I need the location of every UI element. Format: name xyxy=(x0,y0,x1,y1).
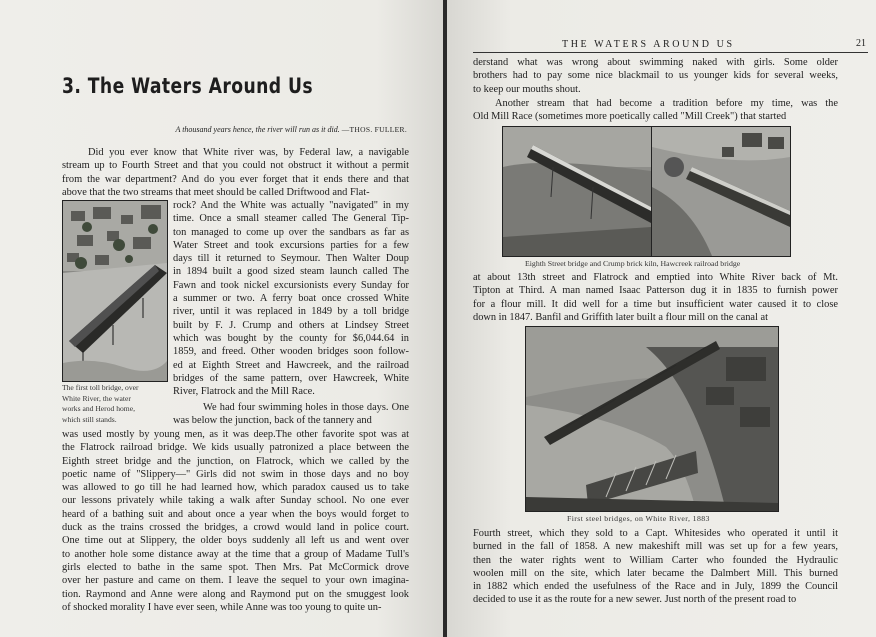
text-line: decided to use it as the route for a new sewer. Just north of the present road to xyxy=(473,594,797,606)
text-line: then the water rights went to William Carter who founded the Hydraulic xyxy=(473,554,838,566)
text-line: 1859, and freed. Other wooden bridges soon follow- xyxy=(173,346,409,358)
text-line: Old Mill Race (sometimes more poetically called "Mill Creek") that started xyxy=(473,111,787,123)
text-line: ton managed to come up over the sandbars as far as xyxy=(173,226,409,238)
text-line: bridges of the same pattern, over Hawcreek, White xyxy=(173,372,409,384)
text-line: woolen mill on the site, which later became the Dalmbert Mill. This burned xyxy=(473,567,838,579)
text-line: river, until it was replaced in 1849 by a toll bridge xyxy=(173,306,409,318)
hawcreek-railroad-bridge-illustration xyxy=(652,127,790,256)
text-line: over her pasture and came on them. I leave the sequel to your own imagina- xyxy=(62,575,409,587)
text-line: tion. Raymond and Anne were along and Raymond put on the smuggest look xyxy=(62,588,409,600)
text-line: which was bought by the county for $6,044.64 in xyxy=(173,332,409,344)
text-line: a summer or two. A ferry boat once crossed White xyxy=(173,293,409,305)
paragraph-1-wrap xyxy=(173,199,409,398)
text-line: our lessons privately while taking a walk after Sunday school. No one ever xyxy=(62,495,409,507)
text-line: from the war department? And do you ever forget that it ends there and that xyxy=(62,173,409,185)
epigraph-quote: A thousand years hence, the river will run as it did. xyxy=(175,125,340,134)
text-line: Fourth street, which they sold to a Capt. Whitesides who operated it until it xyxy=(473,528,838,539)
toll-bridge-photo xyxy=(62,200,168,382)
text-line: Another stream that had become a tradition before my time, was the xyxy=(495,98,838,109)
text-line: Fawn and took nickel excursionists every Sunday for xyxy=(173,279,409,291)
caption-line: which still stands. xyxy=(62,414,117,424)
header-rule xyxy=(473,52,868,53)
caption-line: works and Herod home, xyxy=(62,404,135,413)
caption-line: White River, the water xyxy=(62,393,131,403)
text-line: for a flour mill. It did well for a time but insufficient water caused it to close xyxy=(473,298,838,310)
text-line: was allowed to go till he had learned how, which paradox caused us to take xyxy=(62,482,409,494)
text-line: time. Once a small steamer called The General Tip- xyxy=(173,213,409,225)
text-line: down in 1847. Banfil and Griffith later built a flour mill on the canal at xyxy=(473,311,769,323)
steel-bridges-illustration xyxy=(526,327,778,511)
toll-bridge-caption xyxy=(62,383,168,425)
text-line: Did you ever know that White river was, by Federal law, a navigable xyxy=(88,147,409,158)
text-line: rock? And the White was actually "navigated" in my xyxy=(173,200,409,211)
text-line: burned in the fall of 1858. A new makeshift mill was set up for a few years, xyxy=(473,541,838,553)
running-head: THE WATERS AROUND US xyxy=(562,39,735,50)
chapter-title: 3. The Waters Around Us xyxy=(62,74,314,98)
text-line: Water Street and took excursions parties for a few xyxy=(173,239,409,251)
text-line: River, Flatrock and the Mill Race. xyxy=(173,386,315,398)
paragraph-whitesides xyxy=(473,527,838,607)
paragraph-continued xyxy=(473,56,838,96)
text-line: to another hole some distance away at the time that a group of Madame Tull's xyxy=(62,548,409,560)
paragraph-mill-race xyxy=(473,97,838,124)
text-line: at about 13th street and Flatrock and emptied into White River back of Mt. xyxy=(473,272,838,283)
epigraph xyxy=(175,125,407,134)
text-line: ed at Eighth Street and Hawcreek, and the railroad xyxy=(173,359,409,371)
figure-1-caption: Eighth Street bridge and Crump brick kiln, Hawcreek railroad bridge xyxy=(525,259,741,268)
paragraph-2-wrap xyxy=(173,401,409,428)
steel-bridges-photo xyxy=(525,326,779,512)
text-line: Eighth street bridge and the junction, on Flatrock, which we called by the xyxy=(62,455,409,467)
epigraph-author: —THOS. FULLER. xyxy=(341,125,407,134)
eighth-street-bridge-photo xyxy=(502,126,652,257)
paragraph-2 xyxy=(62,428,409,614)
page-number: 21 xyxy=(856,38,866,49)
hawcreek-railroad-bridge-photo xyxy=(651,126,791,257)
text-line: One time out at Slippery, the older boys suddenly all left us and went over xyxy=(62,535,409,547)
text-line: duck as the trains crossed the bridges, a crowd would land in police court. xyxy=(62,522,409,534)
text-line: was below the junction, back of the tannery and xyxy=(173,415,372,427)
paragraph-1 xyxy=(62,146,409,199)
text-line: in 1894 built a good sized steam launch called The xyxy=(173,266,409,278)
text-line: days till it returned to Seymour. Then Walter Doup xyxy=(173,253,409,265)
text-line: stream up to Fourth Street and that you could not obstruct it without a permit xyxy=(62,160,409,172)
text-line: was used mostly by young men, as it was deep.The other favorite spot was at xyxy=(62,429,409,440)
text-line: derstand what was wrong about swimming naked with girls. Some older xyxy=(473,57,838,68)
text-line: brothers had to pay some nice blackmail to us younger kids for several weeks, xyxy=(473,70,838,82)
caption-line: The first toll bridge, over xyxy=(62,383,139,392)
right-page xyxy=(447,0,876,637)
text-line: above that the two streams that meet should be called Driftwood and Flat- xyxy=(62,186,370,198)
toll-bridge-illustration xyxy=(63,201,167,381)
eighth-street-bridge-illustration xyxy=(503,127,651,256)
text-line: to keep our mouths shout. xyxy=(473,83,581,95)
paragraph-flour-mill xyxy=(473,271,838,324)
text-line: heard of a bathing suit and about once a year when the boys would forget to xyxy=(62,508,409,520)
text-line: built by F. J. Crump and others at Lindsey Street xyxy=(173,319,409,331)
text-line: Tipton at Third. A man named Isaac Patterson dug it in 1835 to furnish power xyxy=(473,285,838,297)
figure-2-caption: First steel bridges, on White River, 1883 xyxy=(567,514,710,523)
text-line: girls elected to bathe in the same spot. Then Mrs. Pat McCormick drove xyxy=(62,561,409,573)
text-line: We had four swimming holes in those days. One xyxy=(203,402,409,413)
text-line: in 1882 which ended the usefulness of the Race and in July, 1899 the Council xyxy=(473,581,838,593)
text-line: of shocked morality I have ever seen, while Anne was too young to quite un- xyxy=(62,601,382,613)
text-line: the Flatrock railroad bridge. We kids usually patronized a place between the xyxy=(62,442,409,454)
text-line: poetic name of "Slippery—" Girls did not swim in those days and no boy xyxy=(62,468,409,480)
